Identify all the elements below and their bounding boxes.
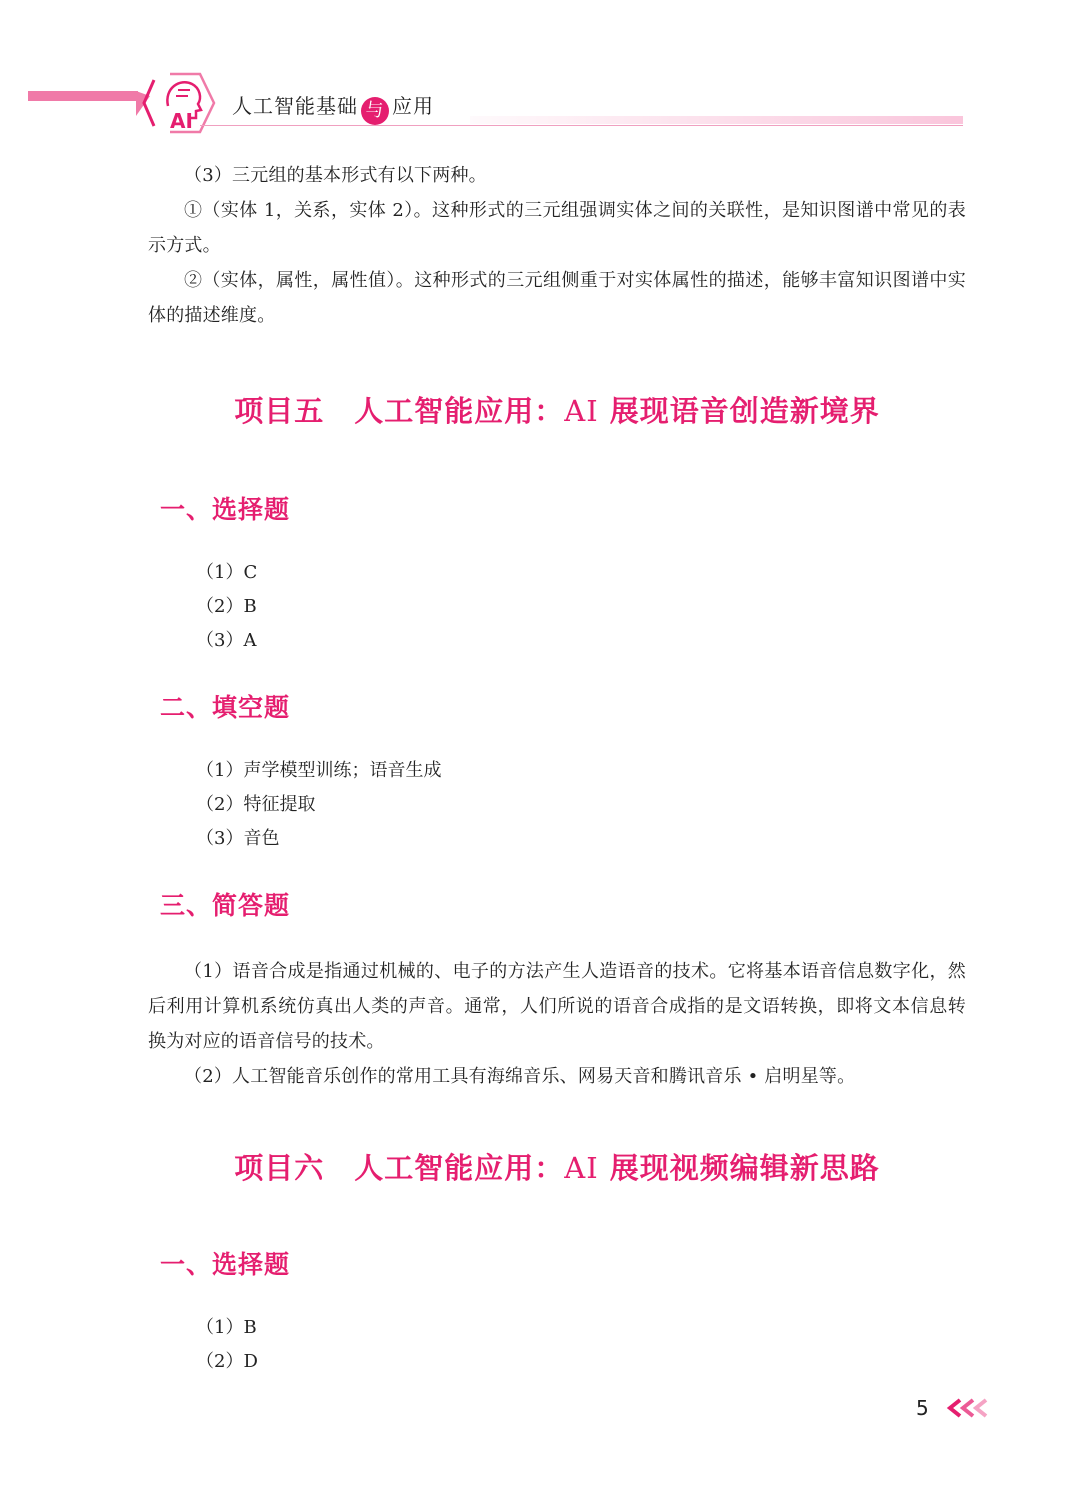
project5-short-answer-para: （1）语音合成是指通过机械的、电子的方法产生人造语音的技术。它将基本语音信息数字化，然后利用计算机系统仿真出人类的声音。通常，人们所说的语音合成指的是文语转换，即将文本信息转换为对应的语音信号的技术。 <box>148 961 966 1052</box>
header-gradient-strip <box>470 116 963 124</box>
book-title <box>232 90 434 125</box>
intro-para-2: ①（实体 1，关系，实体 2）。这种形式的三元组强调实体之间的关联性，是知识图谱中常见的表示方式。 <box>148 200 966 256</box>
logo-text: AI <box>170 109 193 133</box>
page-number: 5 <box>916 1396 929 1420</box>
project5-title-sub: 展现语音创造新境界 <box>609 394 880 428</box>
project5-choice-item: （2）B <box>196 596 257 617</box>
book-title-right: 应用 <box>392 94 434 118</box>
project6-title <box>148 1146 966 1187</box>
page-header <box>0 60 1083 140</box>
book-title-badge: 与 <box>361 97 389 125</box>
book-title-left: 人工智能基础 <box>232 94 358 118</box>
project5-title-main: 人工智能应用： <box>354 394 565 428</box>
project6-choice-item: （2）D <box>196 1351 258 1372</box>
project5-fill-item: （3）音色 <box>196 828 280 849</box>
header-rule <box>200 125 963 126</box>
project6-section-choice-title: 一、选择题 <box>160 1250 291 1279</box>
project6-title-ai: AI <box>564 1151 599 1185</box>
project5-choice-item: （1）C <box>196 562 258 583</box>
project5-title <box>148 389 966 430</box>
project6-title-sub: 展现视频编辑新思路 <box>609 1151 880 1185</box>
intro-para-3: ②（实体，属性，属性值）。这种形式的三元组侧重于对实体属性的描述，能够丰富知识图谱中实体的描述维度。 <box>148 270 966 326</box>
project5-choice-item: （3）A <box>196 630 257 651</box>
page-content <box>148 158 966 1379</box>
project5-section-fill-title: 二、填空题 <box>160 693 291 722</box>
project6-title-main: 人工智能应用： <box>354 1151 565 1185</box>
project5-fill-item: （2）特征提取 <box>196 794 316 815</box>
header-accent-bar <box>28 91 138 101</box>
project5-title-ai: AI <box>564 394 599 428</box>
project5-short-answer-para: （2）人工智能音乐创作的常用工具有海绵音乐、网易天音和腾讯音乐 • 启明星等。 <box>184 1066 856 1087</box>
project5-title-number: 项目五 <box>234 394 325 428</box>
project6-title-number: 项目六 <box>234 1151 325 1185</box>
ai-head-logo-icon <box>140 68 220 138</box>
intro-para-1: （3）三元组的基本形式有以下两种。 <box>184 165 487 186</box>
project5-fill-item: （1）声学模型训练；语音生成 <box>196 760 442 781</box>
triple-chevron-left-icon <box>946 1396 996 1420</box>
project5-section-choice-title: 一、选择题 <box>160 495 291 524</box>
project5-section-short-answer-title: 三、简答题 <box>160 891 291 920</box>
project6-choice-item: （1）B <box>196 1317 257 1338</box>
